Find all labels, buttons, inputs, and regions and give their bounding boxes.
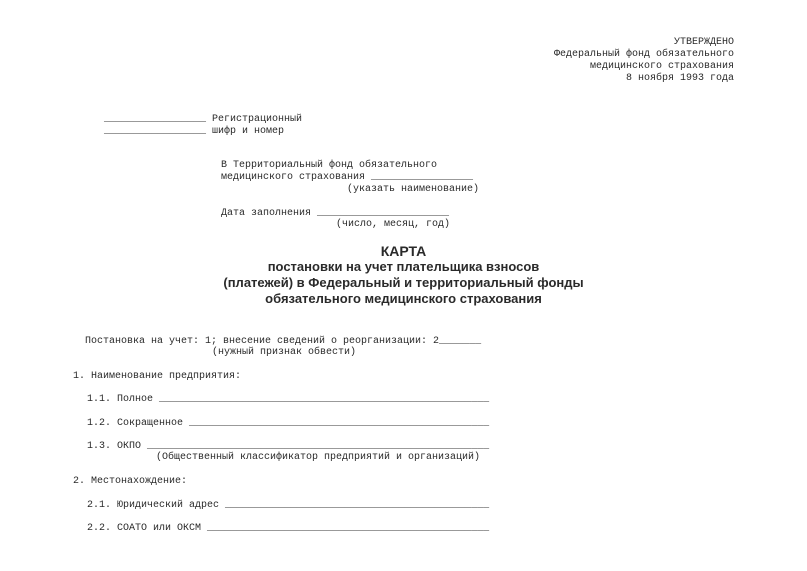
title-line3: (платежей) в Федеральный и территориальный фонды: [223, 275, 584, 290]
registration-type-field[interactable]: Постановка на учет: 1; внесение сведений о реорганизации: 2_______: [85, 336, 482, 347]
recipient-line1: В Территориальный фонд обязательного: [221, 160, 438, 171]
title-line4: обязательного медицинского страхования: [265, 291, 542, 306]
approval-org-line2: медицинского страхования: [589, 61, 734, 72]
registration-type-hint: (нужный признак обвести): [212, 347, 357, 358]
approval-label: УТВЕРЖДЕНО: [673, 37, 734, 48]
short-name-field[interactable]: 1.2. Сокращенное __________________________________________________: [87, 418, 490, 429]
fill-date-field[interactable]: Дата заполнения ______________________: [221, 208, 450, 219]
recipient-name-field[interactable]: медицинского страхования _________________: [221, 172, 474, 183]
approval-org-line1: Федеральный фонд обязательного: [553, 49, 734, 60]
okpo-field[interactable]: 1.3. ОКПО _________________________________________________________: [87, 441, 490, 452]
recipient-hint: (указать наименование): [347, 184, 480, 195]
title-line1: КАРТА: [380, 243, 427, 259]
fill-date-hint: (число, месяц, год): [336, 219, 451, 230]
title-line2: постановки на учет плательщика взносов: [267, 259, 540, 274]
registration-code-field[interactable]: _________________ Регистрационный: [104, 114, 303, 125]
section1-heading: 1. Наименование предприятия:: [73, 371, 242, 382]
registration-number-field[interactable]: _________________ шифр и номер: [104, 126, 285, 137]
legal-address-field[interactable]: 2.1. Юридический адрес ____________________________________________: [87, 500, 490, 511]
okpo-hint: (Общественный классификатор предприятий и организаций): [156, 452, 481, 463]
approval-date: 8 ноября 1993 года: [625, 73, 734, 84]
section2-heading: 2. Местонахождение:: [73, 476, 188, 487]
full-name-field[interactable]: 1.1. Полное _______________________________________________________: [87, 394, 490, 405]
soato-oksm-field[interactable]: 2.2. СОАТО или ОКСМ _______________________________________________: [87, 523, 490, 534]
